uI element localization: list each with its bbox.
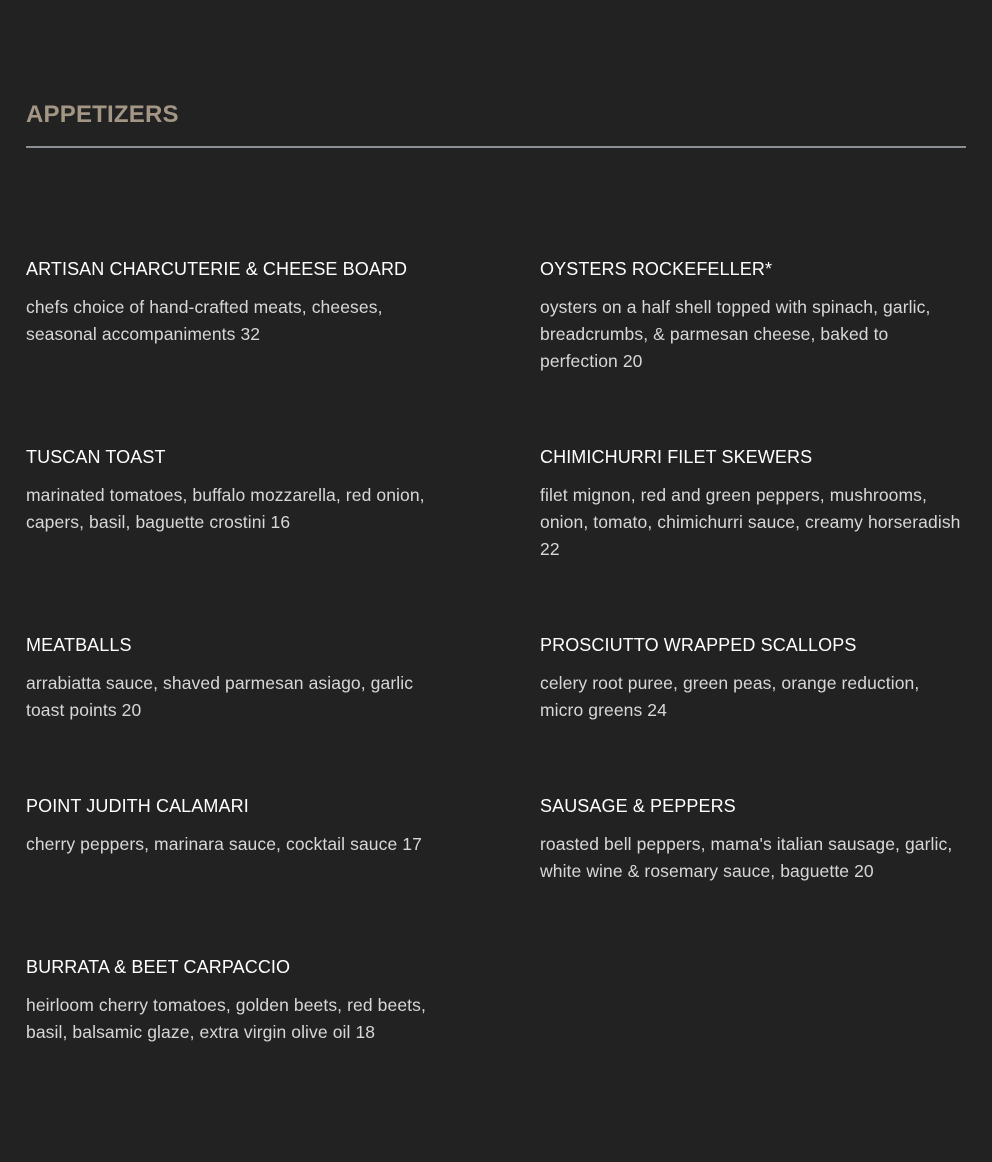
menu-item-description: oysters on a half shell topped with spinach, garlic, breadcrumbs, & parmesan cheese, baked to perfection 20 [540, 297, 931, 371]
menu-item-name: OYSTERS ROCKEFELLER* [540, 259, 773, 279]
menu-item-description: chefs choice of hand-crafted meats, cheeses, seasonal accompaniments 32 [26, 297, 383, 344]
section-divider [26, 146, 966, 148]
menu-item-name: SAUSAGE & PEPPERS [540, 796, 736, 816]
menu-item-name: POINT JUDITH CALAMARI [26, 796, 249, 816]
menu-item-tuscan-toast [26, 445, 456, 536]
menu-item-sausage-peppers [540, 794, 965, 885]
menu-item-oysters-rockefeller [540, 257, 965, 375]
menu-item-description: arrabiatta sauce, shaved parmesan asiago, garlic toast points 20 [26, 673, 414, 720]
menu-item-name: PROSCIUTTO WRAPPED SCALLOPS [540, 635, 857, 655]
menu-item-description: celery root puree, green peas, orange reduction, micro greens 24 [540, 673, 920, 720]
menu-item-description: marinated tomatoes, buffalo mozzarella, red onion, capers, basil, baguette crostini 16 [26, 485, 425, 532]
menu-item-name: CHIMICHURRI FILET SKEWERS [540, 447, 813, 467]
menu-item-description: cherry peppers, marinara sauce, cocktail sauce 17 [26, 834, 422, 854]
menu-item-description: filet mignon, red and green peppers, mushrooms, onion, tomato, chimichurri sauce, creamy horseradish 22 [540, 485, 961, 559]
menu-item-description: heirloom cherry tomatoes, golden beets, red beets, basil, balsamic glaze, extra virgin olive oil 18 [26, 995, 426, 1042]
menu-item-burrata-carpaccio [26, 955, 456, 1046]
menu-item-prosciutto-scallops [540, 633, 965, 724]
menu-item-calamari [26, 794, 456, 858]
menu-item-name: ARTISAN CHARCUTERIE & CHEESE BOARD [26, 259, 408, 279]
menu-item-description: roasted bell peppers, mama's italian sausage, garlic, white wine & rosemary sauce, baguette 20 [540, 834, 953, 881]
menu-item-charcuterie [26, 257, 456, 348]
menu-item-name: TUSCAN TOAST [26, 447, 166, 467]
menu-item-chimichurri-skewers [540, 445, 965, 563]
menu-item-name: BURRATA & BEET CARPACCIO [26, 957, 291, 977]
menu-item-meatballs [26, 633, 456, 724]
section-title-appetizers: APPETIZERS [26, 101, 179, 128]
menu-item-name: MEATBALLS [26, 635, 132, 655]
